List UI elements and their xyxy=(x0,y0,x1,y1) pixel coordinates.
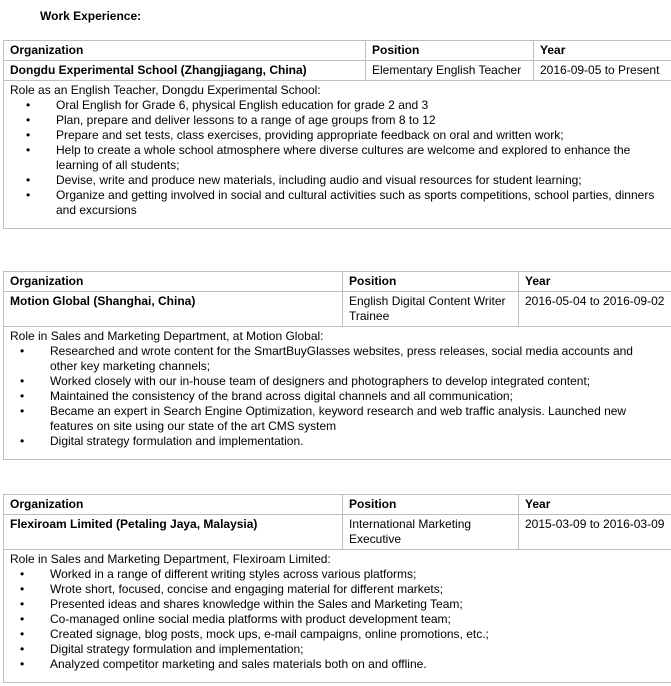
list-item: • Devise, write and produce new materials, including audio and visual resources for student learning; xyxy=(26,173,582,187)
role-intro: Role in Sales and Marketing Department, at Motion Global: xyxy=(10,329,324,343)
job-header-table xyxy=(3,271,671,327)
position-cell: Elementary English Teacher xyxy=(366,61,534,81)
bullet-icon: • xyxy=(20,344,25,358)
list-item: • Became an expert in Search Engine Optimization, keyword research and web traffic analysis. Launched new features on site using our state of the art CMS system xyxy=(20,404,627,433)
list-item: • Researched and wrote content for the SmartBuyGlasses websites, press releases, social media accounts and other key marketing channels; xyxy=(20,344,633,373)
position-cell: English Digital Content Writer Trainee xyxy=(343,292,519,327)
section-title: Work Experience: xyxy=(40,9,142,23)
bullet-icon: • xyxy=(26,188,31,202)
job-header-table xyxy=(3,494,671,550)
list-item: • Maintained the consistency of the brand across digital channels and all communication; xyxy=(20,389,513,403)
bullet-icon: • xyxy=(26,143,31,157)
organization-cell: Dongdu Experimental School (Zhangjiagang, China) xyxy=(4,61,366,81)
bullet-icon: • xyxy=(26,113,31,127)
list-item: • Worked closely with our in-house team of designers and photographers to develop integrated content; xyxy=(20,374,591,388)
table-row xyxy=(4,292,671,327)
job-description xyxy=(3,81,671,229)
bullet-icon: • xyxy=(20,597,25,611)
bullet-icon: • xyxy=(20,567,25,581)
column-header-organization: Organization xyxy=(4,41,366,61)
bullet-icon: • xyxy=(20,582,25,596)
column-header-organization: Organization xyxy=(4,272,343,292)
column-header-position: Position xyxy=(366,41,534,61)
list-item: • Prepare and set tests, class exercises, providing appropriate feedback on oral and written work; xyxy=(26,128,564,142)
year-cell: 2016-05-04 to 2016-09-02 xyxy=(519,292,671,327)
bullet-icon: • xyxy=(20,434,25,448)
list-item: • Digital strategy formulation and implementation; xyxy=(20,642,304,656)
list-item: • Analyzed competitor marketing and sales materials both on and offline. xyxy=(20,657,427,671)
job-header-table xyxy=(3,40,671,81)
column-header-position: Position xyxy=(343,272,519,292)
bullet-icon: • xyxy=(20,657,25,671)
role-intro: Role as an English Teacher, Dongdu Experimental School: xyxy=(10,83,321,97)
bullet-icon: • xyxy=(26,128,31,142)
table-header-row xyxy=(4,272,671,292)
job-entry xyxy=(3,271,671,460)
year-cell: 2016-09-05 to Present xyxy=(534,61,671,81)
year-cell: 2015-03-09 to 2016-03-09 xyxy=(519,515,671,550)
list-item: • Oral English for Grade 6, physical English education for grade 2 and 3 xyxy=(26,98,429,112)
job-entry xyxy=(3,494,671,683)
bullet-icon: • xyxy=(20,404,25,418)
organization-cell: Motion Global (Shanghai, China) xyxy=(4,292,343,327)
list-item: • Presented ideas and shares knowledge within the Sales and Marketing Team; xyxy=(20,597,463,611)
organization-cell: Flexiroam Limited (Petaling Jaya, Malaysia) xyxy=(4,515,343,550)
job-description xyxy=(3,327,671,460)
bullet-icon: • xyxy=(20,374,25,388)
list-item: • Organize and getting involved in social and cultural activities such as sports competitions, school parties, dinners and excursions xyxy=(26,188,655,217)
table-row xyxy=(4,61,671,81)
column-header-position: Position xyxy=(343,495,519,515)
job-entry xyxy=(3,40,671,229)
duties-list xyxy=(10,98,671,218)
list-item: • Digital strategy formulation and implementation. xyxy=(20,434,304,448)
bullet-icon: • xyxy=(26,98,31,112)
list-item: • Plan, prepare and deliver lessons to a range of age groups from 8 to 12 xyxy=(26,113,436,127)
bullet-icon: • xyxy=(26,173,31,187)
column-header-organization: Organization xyxy=(4,495,343,515)
column-header-year: Year xyxy=(534,41,671,61)
list-item: • Wrote short, focused, concise and engaging material for different markets; xyxy=(20,582,444,596)
table-header-row xyxy=(4,41,671,61)
column-header-year: Year xyxy=(519,495,671,515)
list-item: • Created signage, blog posts, mock ups, e-mail campaigns, online promotions, etc.; xyxy=(20,627,489,641)
duties-list xyxy=(10,344,671,449)
column-header-year: Year xyxy=(519,272,671,292)
bullet-icon: • xyxy=(20,642,25,656)
job-description xyxy=(3,550,671,683)
table-row xyxy=(4,515,671,550)
table-header-row xyxy=(4,495,671,515)
role-intro: Role in Sales and Marketing Department, Flexiroam Limited: xyxy=(10,552,331,566)
bullet-icon: • xyxy=(20,612,25,626)
list-item: • Worked in a range of different writing styles across various platforms; xyxy=(20,567,417,581)
duties-list xyxy=(10,567,671,672)
list-item: • Co-managed online social media platforms with product development team; xyxy=(20,612,451,626)
bullet-icon: • xyxy=(20,627,25,641)
list-item: • Help to create a whole school atmosphere where diverse cultures are welcome and explored to enhance the learning of all students; xyxy=(26,143,631,172)
bullet-icon: • xyxy=(20,389,25,403)
position-cell: International Marketing Executive xyxy=(343,515,519,550)
